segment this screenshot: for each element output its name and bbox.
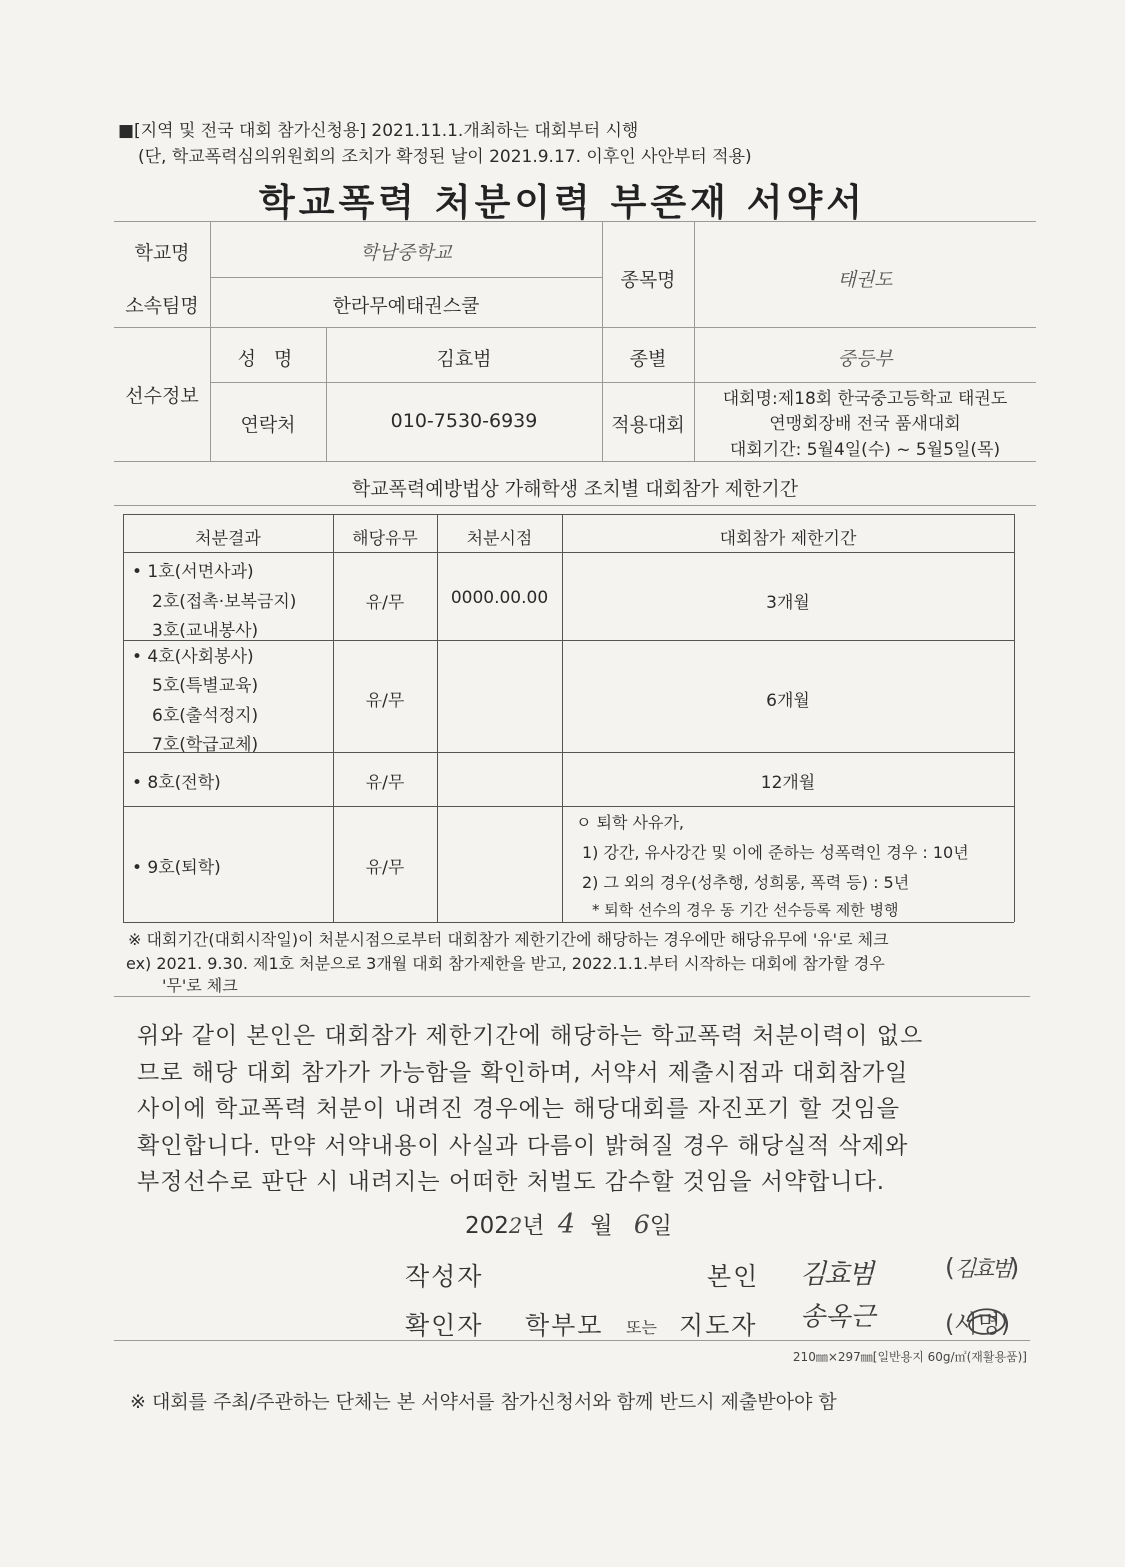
- seal-1: [945, 1252, 1019, 1283]
- row1-date: 0000.00.00: [450, 588, 549, 608]
- team-value: 한라무예태권스쿨: [332, 295, 480, 317]
- info-line: [114, 327, 1036, 328]
- writer-label: 작성자: [405, 1262, 484, 1291]
- col-header-period: 대회참가 제한기간: [719, 529, 857, 549]
- row1-item-3: 3호(교내봉사): [152, 621, 259, 641]
- player-info-label: 선수정보: [125, 385, 199, 407]
- penalty-line: [123, 806, 1014, 807]
- note-1: ※ 대회기간(대회시작일)이 처분시점으로부터 대회참가 제한기간에 해당하는 경우에만 해당유무에 '유'로 체크: [128, 930, 889, 949]
- penalty-line: [437, 514, 438, 922]
- penalty-table-bottom: [123, 922, 1014, 923]
- school-label: 학교명: [134, 242, 190, 264]
- row2-item-2: 5호(특별교육): [152, 676, 259, 696]
- seal1-paren-open: (: [945, 1253, 955, 1282]
- seal-2: (서명): [945, 1310, 1011, 1338]
- year-prefix: 202: [465, 1213, 509, 1239]
- note-2: ex) 2021. 9.30. 제1호 처분으로 3개월 대회 참가제한을 받고, 2022.1.1.부터 시작하는 대회에 참가할 경우: [126, 954, 885, 973]
- info-table-top: [114, 221, 1036, 222]
- row3-yesno: 유/무: [365, 773, 405, 793]
- row4-period-line-3: 2) 그 외의 경우(성추행, 성희롱, 폭력 등) : 5년: [582, 873, 910, 892]
- info-line: [210, 277, 602, 278]
- day-label: 일: [649, 1213, 672, 1239]
- team-label: 소속팀명: [125, 295, 199, 317]
- event-value: 태권도: [837, 269, 893, 291]
- parent-label: 학부모: [525, 1311, 604, 1340]
- date-line: [465, 1207, 672, 1240]
- confirmer-label: 확인자: [405, 1311, 484, 1340]
- school-value: 학남중학교: [360, 242, 452, 264]
- applied-line-1: 대회명:제18회 한국중고등학교 태권도: [722, 389, 1008, 409]
- month-label: 월: [590, 1213, 613, 1239]
- division-value: 중등부: [837, 348, 893, 370]
- col-header-result: 처분결과: [195, 529, 261, 549]
- month-hand: 4: [557, 1209, 575, 1240]
- penalty-table-top: [123, 514, 1014, 515]
- info-line: [210, 382, 1036, 383]
- name-value: 김효범: [436, 348, 492, 370]
- penalty-line: [1014, 514, 1015, 922]
- pledge-line-3: 사이에 학교폭력 처분이 내려진 경우에는 해당대회를 자진포기 할 것임을: [137, 1096, 901, 1122]
- row3-period: 12개월: [760, 773, 816, 793]
- applied-line-3: 대회기간: 5월4일(수) ~ 5월5일(목): [729, 440, 1001, 460]
- note-3: '무'로 체크: [162, 976, 238, 995]
- row4-period-line-4: * 퇴학 선수의 경우 동 기간 선수등록 제한 병행: [592, 901, 899, 919]
- contact-value: 010-7530-6939: [390, 410, 538, 432]
- row3-item-1: • 8호(전학): [132, 773, 221, 793]
- pledge-line-5: 부정선수로 판단 시 내려지는 어떠한 처벌도 감수할 것임을 서약합니다.: [137, 1169, 886, 1195]
- pledge-line-4: 확인합니다. 만약 서약내용이 사실과 다름이 밝혀질 경우 해당실적 삭제와: [137, 1133, 909, 1159]
- applied-label: 적용대회: [611, 414, 685, 436]
- footer-note: ※ 대회를 주최/주관하는 단체는 본 서약서를 참가신청서와 함께 반드시 제출받아야 함: [130, 1391, 837, 1413]
- penalty-line: [123, 514, 124, 922]
- row1-period: 3개월: [766, 593, 810, 613]
- row2-item-4: 7호(학급교체): [152, 735, 259, 755]
- row2-yesno: 유/무: [365, 691, 405, 711]
- or-label: 또는: [626, 1318, 657, 1337]
- seal-scribble-icon: [958, 1300, 1014, 1342]
- col-header-date: 처분시점: [466, 529, 533, 549]
- paper-spec: 210㎜×297㎜[일반용지 60g/㎡(재활용품)]: [792, 1350, 1027, 1364]
- notice-line-1: ■[지역 및 전국 대회 참가신청용] 2021.11.1.개최하는 대회부터 시행: [118, 121, 639, 141]
- name-label: 성 명: [237, 348, 299, 370]
- seal1-paren-close: ): [1009, 1253, 1020, 1282]
- row2-item-1: • 4호(사회봉사): [132, 647, 254, 667]
- row1-item-2: 2호(접촉·보복금지): [152, 592, 297, 612]
- year-label: 년: [522, 1213, 545, 1239]
- row2-item-3: 6호(출석정지): [152, 706, 259, 726]
- document-title: 학교폭력 처분이력 부존재 서약서: [258, 181, 867, 224]
- coach-label: 지도자: [679, 1311, 758, 1340]
- section-rule: [114, 505, 1036, 506]
- section-title: 학교폭력예방법상 가해학생 조치별 대회참가 제한기간: [351, 478, 799, 500]
- day-hand: 6: [633, 1210, 650, 1239]
- notes-rule: [114, 996, 1030, 997]
- bottom-rule: [114, 1340, 1030, 1341]
- row4-item-1: • 9호(퇴학): [132, 858, 221, 878]
- row4-period-line-1: ㅇ 퇴학 사유가,: [576, 813, 684, 832]
- contact-label: 연락처: [240, 414, 296, 436]
- penalty-line: [562, 514, 563, 922]
- info-table-bottom: [114, 461, 1036, 462]
- division-label: 종별: [629, 348, 667, 370]
- pledge-line-2: 므로 해당 대회 참가가 가능함을 확인하며, 서약서 제출시점과 대회참가일: [137, 1060, 909, 1086]
- penalty-line: [123, 552, 1014, 553]
- pledge-line-1: 위와 같이 본인은 대회참가 제한기간에 해당하는 학교폭력 처분이력이 없으: [137, 1023, 924, 1049]
- row2-period: 6개월: [766, 691, 810, 711]
- col-header-applicable: 해당유무: [352, 529, 418, 549]
- coach-signature: 송옥근: [800, 1302, 876, 1332]
- seal1-hand: 김효범: [954, 1257, 1010, 1282]
- notice-line-2: (단, 학교폭력심의위원회의 조치가 확정된 날이 2021.9.17. 이후인 사안부터 적용): [138, 147, 752, 167]
- self-signature: 김효범: [800, 1259, 873, 1290]
- self-label: 본인: [707, 1262, 760, 1291]
- applied-line-2: 연맹회장배 전국 품새대회: [769, 414, 961, 434]
- year-hand: 2: [508, 1214, 523, 1238]
- row1-item-1: • 1호(서면사과): [132, 562, 254, 582]
- row1-yesno: 유/무: [365, 593, 405, 613]
- event-label: 종목명: [620, 269, 676, 291]
- row4-yesno: 유/무: [365, 858, 405, 878]
- row4-period-line-2: 1) 강간, 유사강간 및 이에 준하는 성폭력인 경우 : 10년: [582, 843, 969, 862]
